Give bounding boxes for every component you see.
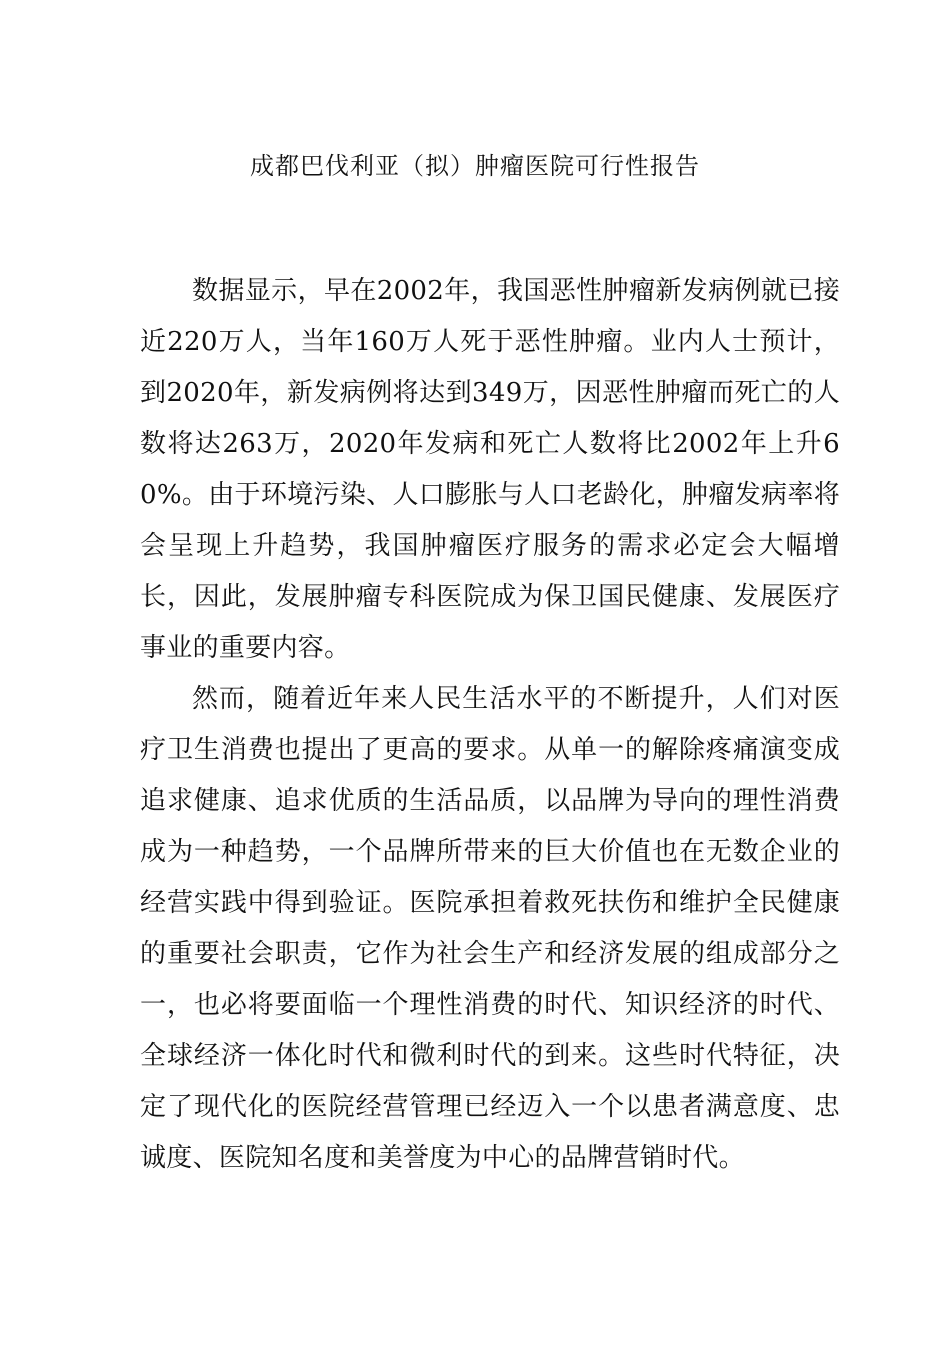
paragraph-1: 数据显示，早在2002年，我国恶性肿瘤新发病例就已接近220万人，当年160万人死于恶性肿瘤。业内人士预计，到2020年，新发病例将达到349万，因恶性肿瘤而死亡的人数将达263万，2020年发病和死亡人数将比2002年上升60%。由于环境污染、人口膨胀与人口老龄化，肿瘤发病率将会呈现上升趋势，我国肿瘤医疗服务的需求必定会大幅增长，因此，发展肿瘤专科医院成为保卫国民健康、发展医疗事业的重要内容。 [140, 276, 840, 663]
document-title: 成都巴伐利亚（拟）肿瘤医院可行性报告 [250, 152, 700, 180]
document-body [140, 266, 840, 1184]
paragraph-2: 然而，随着近年来人民生活水平的不断提升，人们对医疗卫生消费也提出了更高的要求。从单一的解除疼痛演变成追求健康、追求优质的生活品质，以品牌为导向的理性消费成为一种趋势，一个品牌所带来的巨大价值也在无数企业的经营实践中得到验证。医院承担着救死扶伤和维护全民健康的重要社会职责，它作为社会生产和经济发展的组成部分之一，也必将要面临一个理性消费的时代、知识经济的时代、全球经济一体化时代和微利时代的到来。这些时代特征，决定了现代化的医院经营管理已经迈入一个以患者满意度、忠诚度、医院知名度和美誉度为中心的品牌营销时代。 [140, 684, 840, 1173]
